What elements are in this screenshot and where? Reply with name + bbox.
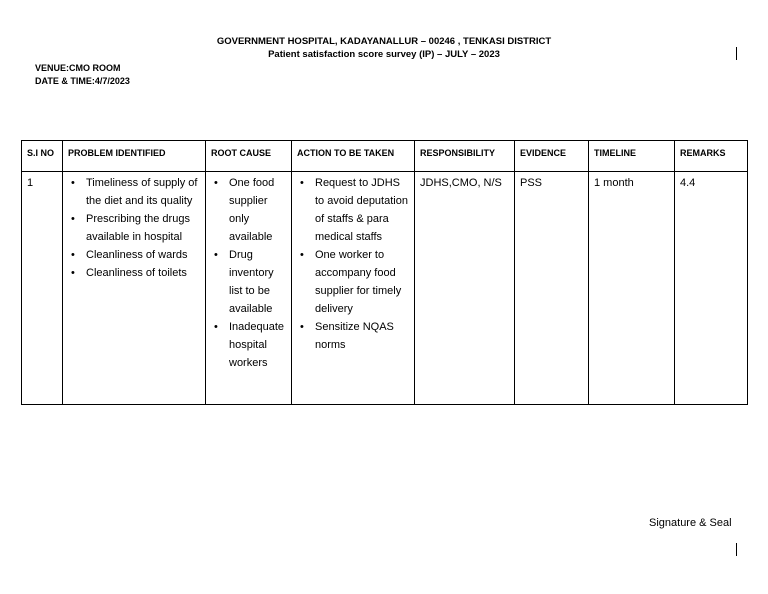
remarks-cell: 4.4 xyxy=(675,172,748,405)
sno-cell: 1 xyxy=(22,172,63,405)
list-item: • Timeliness of supply of the diet and its quality xyxy=(86,174,200,210)
header-cell: RESPONSIBILITY xyxy=(415,141,515,172)
venue-text: VENUE:CMO ROOM xyxy=(35,63,121,73)
list-item: • Request to JDHS to avoid deputation of staffs & para medical staffs xyxy=(315,174,409,246)
list-item: • Drug inventory list to be available xyxy=(229,246,286,318)
problem-cell xyxy=(63,172,206,405)
list-item: • Sensitize NQAS norms xyxy=(315,318,409,354)
header-cell: ROOT CAUSE xyxy=(206,141,292,172)
list-item: • Cleanliness of toilets xyxy=(86,264,200,282)
signature-label: Signature & Seal xyxy=(649,517,732,529)
table-header-row xyxy=(22,141,748,172)
date-time-text: DATE & TIME:4/7/2023 xyxy=(35,76,130,86)
header-cell: ACTION TO BE TAKEN xyxy=(292,141,415,172)
action-list xyxy=(297,174,409,354)
action-plan-table xyxy=(21,140,748,405)
document-subtitle: Patient satisfaction score survey (IP) – JULY – 2023 xyxy=(268,49,500,60)
text-cursor xyxy=(736,543,737,556)
list-item: • One worker to accompany food supplier for timely delivery xyxy=(315,246,409,318)
evidence-cell: PSS xyxy=(515,172,589,405)
list-item: • Inadequate hospital workers xyxy=(229,318,286,372)
document-title: GOVERNMENT HOSPITAL, KADAYANALLUR – 00246 , TENKASI DISTRICT xyxy=(216,36,552,47)
timeline-cell: 1 month xyxy=(589,172,675,405)
header-cell: REMARKS xyxy=(675,141,748,172)
list-item: • Prescribing the drugs available in hospital xyxy=(86,210,200,246)
table-row xyxy=(22,172,748,405)
responsibility-cell: JDHS,CMO, N/S xyxy=(415,172,515,405)
root-cause-cell xyxy=(206,172,292,405)
action-cell xyxy=(292,172,415,405)
header-cell: S.I NO xyxy=(22,141,63,172)
list-item: • Cleanliness of wards xyxy=(86,246,200,264)
problem-list xyxy=(68,174,200,282)
list-item: • One food supplier only available xyxy=(229,174,286,246)
text-cursor xyxy=(736,47,737,60)
header-cell: EVIDENCE xyxy=(515,141,589,172)
root-cause-list xyxy=(211,174,286,372)
header-cell: PROBLEM IDENTIFIED xyxy=(63,141,206,172)
header-cell: TIMELINE xyxy=(589,141,675,172)
